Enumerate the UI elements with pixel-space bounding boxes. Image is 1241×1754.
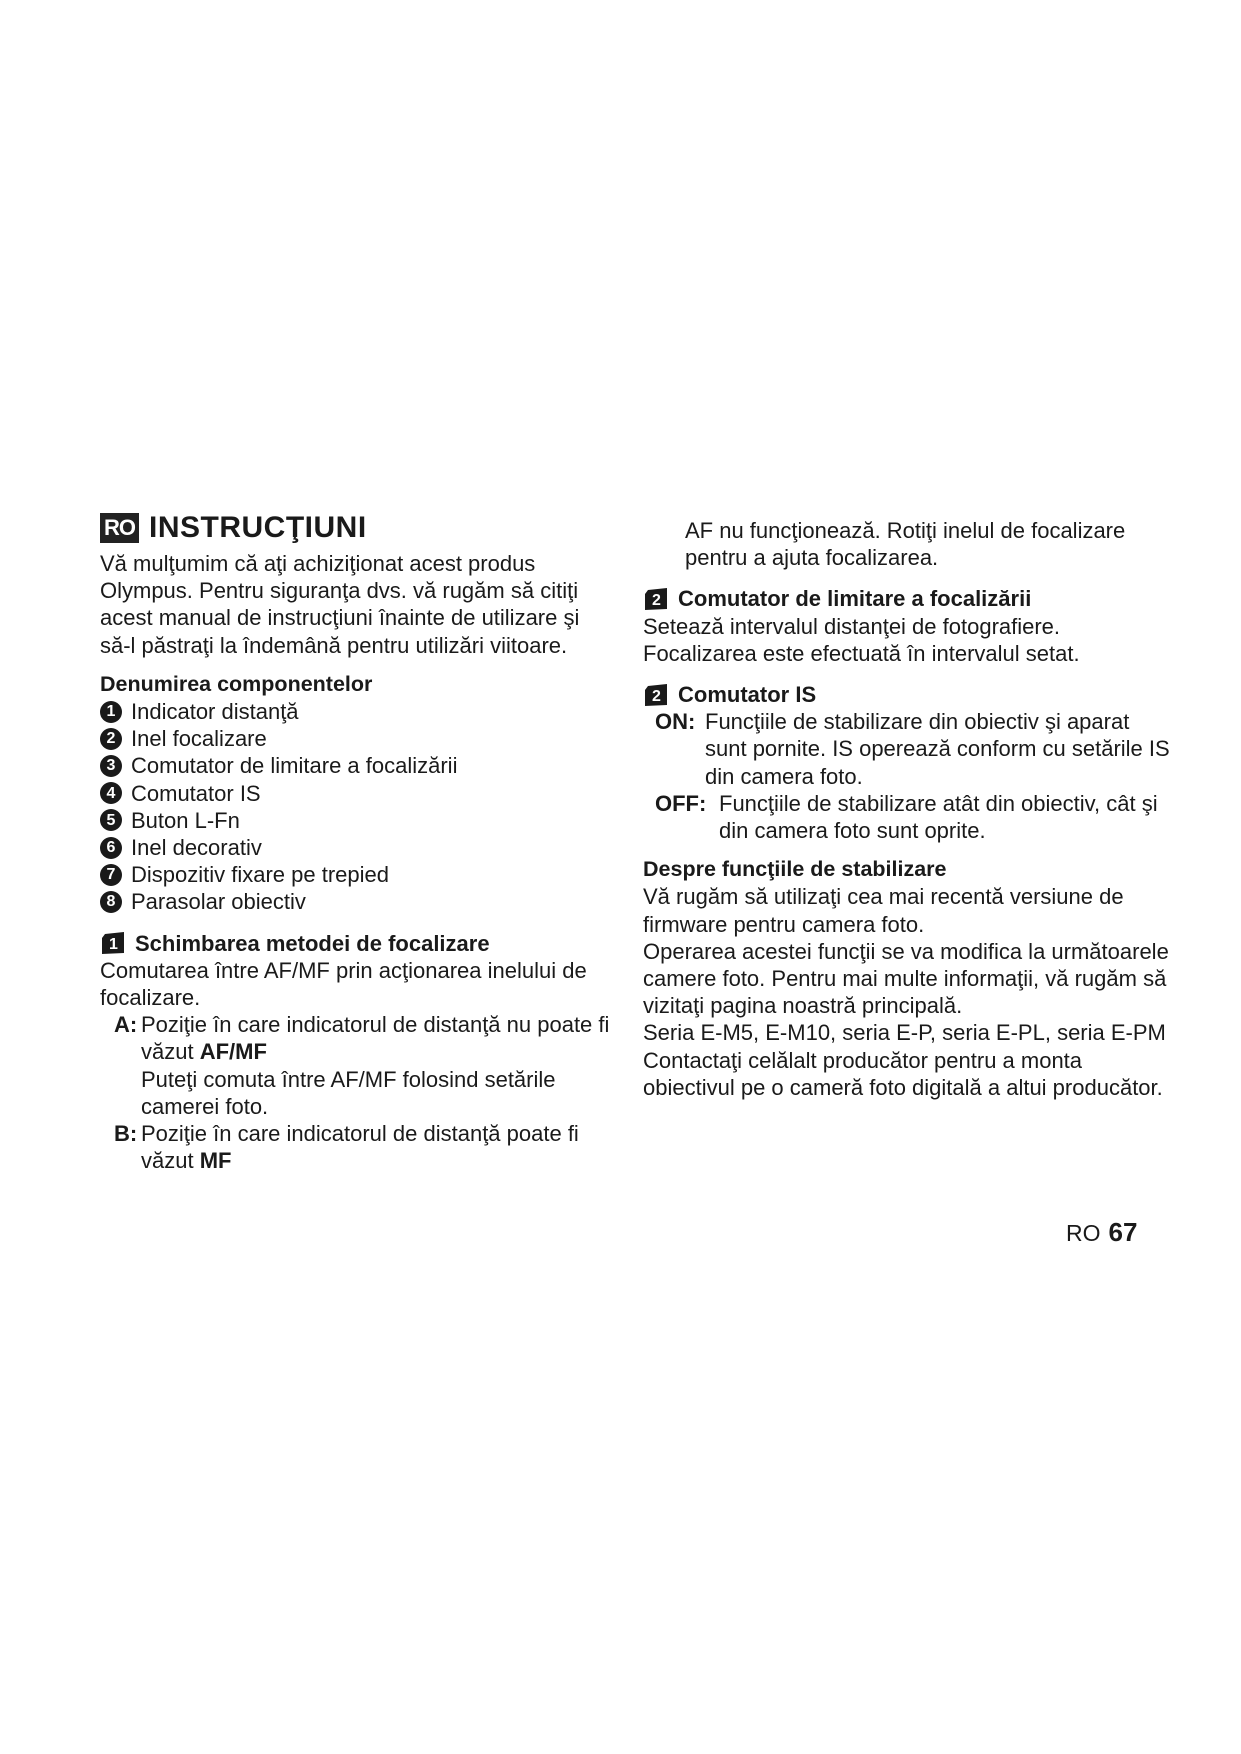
- svg-text:2: 2: [652, 687, 661, 705]
- parts-list: [100, 698, 610, 916]
- list-item: [100, 861, 610, 888]
- list-item: [100, 725, 610, 752]
- position-a-key: A:: [114, 1012, 138, 1038]
- part-label: Indicator distanţă: [131, 699, 299, 725]
- position-b-mode: MF: [199, 1148, 232, 1174]
- list-item: [100, 780, 610, 807]
- position-b-continued: AF nu funcţionează. Rotiţi inelul de focalizare pentru a ajuta focalizarea.: [685, 518, 1126, 571]
- number-8-icon: 8: [100, 891, 122, 913]
- part-label: Comutator IS: [131, 780, 261, 806]
- number-6-icon: 6: [100, 837, 122, 859]
- number-7-icon: 7: [100, 864, 122, 886]
- stabilization-p2: Operarea acestei funcţii se va modifica la următoarele camere foto. Pentru mai multe informaţii, vă rugăm să vizitaţi pagina noastră principală.: [643, 938, 1169, 1019]
- stabilization-p3: Seria E-M5, E-M10, seria E-P, seria E-PL, seria E-PM: [643, 1020, 1166, 1046]
- page-title: INSTRUCŢIUNI: [149, 511, 367, 544]
- part-label: Inel focalizare: [131, 726, 267, 752]
- position-a-text: Poziţie în care indicatorul de distanţă nu poate fi văzut: [141, 1012, 610, 1065]
- left-column: [100, 510, 610, 1174]
- language-badge: RO: [100, 513, 139, 543]
- list-item: [100, 888, 610, 915]
- focus-limit-text: Setează intervalul distanţei de fotografiere. Focalizarea este efectuată în intervalul setat.: [643, 613, 1080, 666]
- number-2-icon: 2: [100, 728, 122, 750]
- focus-limit-heading: [643, 585, 1173, 612]
- is-on-definition: [643, 708, 1173, 790]
- list-item: [100, 807, 610, 834]
- part-label: Comutator de limitare a focalizării: [131, 753, 458, 779]
- number-1-icon: 1: [100, 701, 122, 723]
- is-off-text: Funcţiile de stabilizare atât din obiectiv, cât şi din camera foto sunt oprite.: [719, 790, 1158, 844]
- section-heading-label: Schimbarea metodei de focalizare: [135, 930, 490, 956]
- list-item: [100, 834, 610, 861]
- svg-text:1: 1: [109, 936, 118, 954]
- section-heading-label: Comutator IS: [678, 682, 817, 708]
- number-3-icon: 3: [100, 755, 122, 777]
- stabilization-heading: Despre funcţiile de stabilizare: [643, 857, 947, 882]
- is-off-key: OFF:: [655, 790, 707, 816]
- number-5-icon: 5: [100, 809, 122, 831]
- step-2-icon: [643, 587, 670, 611]
- position-b-key: B:: [114, 1121, 138, 1147]
- svg-text:2: 2: [652, 592, 661, 609]
- is-off-definition: [643, 790, 1173, 844]
- position-b: [100, 1120, 610, 1174]
- footer-language: RO: [1066, 1220, 1101, 1246]
- position-b-text: Poziţie în care indicatorul de distanţă poate fi văzut: [141, 1121, 579, 1174]
- page-footer: [1066, 1217, 1137, 1248]
- list-item: [100, 752, 610, 779]
- is-on-text: Funcţiile de stabilizare din obiectiv şi aparat sunt pornite. IS operează conform cu setările IS din camera foto.: [705, 709, 1170, 789]
- page-number: 67: [1108, 1217, 1138, 1247]
- is-on-key: ON:: [655, 709, 696, 735]
- step-2-icon: [643, 683, 670, 707]
- focus-method-text: Comutarea între AF/MF prin acţionarea inelului de focalizare.: [100, 957, 587, 1011]
- stabilization-p1: Vă rugăm să utilizaţi cea mai recentă versiune de firmware pentru camera foto.: [643, 884, 1124, 937]
- part-label: Dispozitiv fixare pe trepied: [131, 862, 390, 888]
- right-column: [643, 517, 1173, 1101]
- position-a-mode: AF/MF: [199, 1039, 267, 1065]
- is-switch-heading: [643, 681, 1173, 708]
- focus-method-heading: [100, 930, 610, 957]
- step-1-icon: [100, 931, 127, 955]
- position-a-extra: Puteţi comuta între AF/MF folosind setările camerei foto.: [141, 1066, 556, 1119]
- part-label: Parasolar obiectiv: [131, 889, 306, 915]
- stabilization-p4: Contactaţi celălalt producător pentru a monta obiectivul pe o cameră foto digitală a altui producător.: [643, 1047, 1163, 1100]
- part-label: Buton L-Fn: [131, 807, 240, 833]
- title-row: [100, 510, 610, 546]
- position-a: [100, 1011, 610, 1120]
- section-heading-label: Comutator de limitare a focalizării: [678, 586, 1032, 612]
- list-item: [100, 698, 610, 725]
- intro-paragraph: Vă mulţumim că aţi achiziţionat acest produs Olympus. Pentru siguranţa dvs. vă rugăm să citiţi acest manual de instrucţiuni înainte de utilizare şi să-l păstraţi la îndemână pentru utilizări viitoare.: [100, 551, 580, 658]
- parts-heading: Denumirea componentelor: [100, 671, 373, 696]
- part-label: Inel decorativ: [131, 835, 262, 861]
- number-4-icon: 4: [100, 782, 122, 804]
